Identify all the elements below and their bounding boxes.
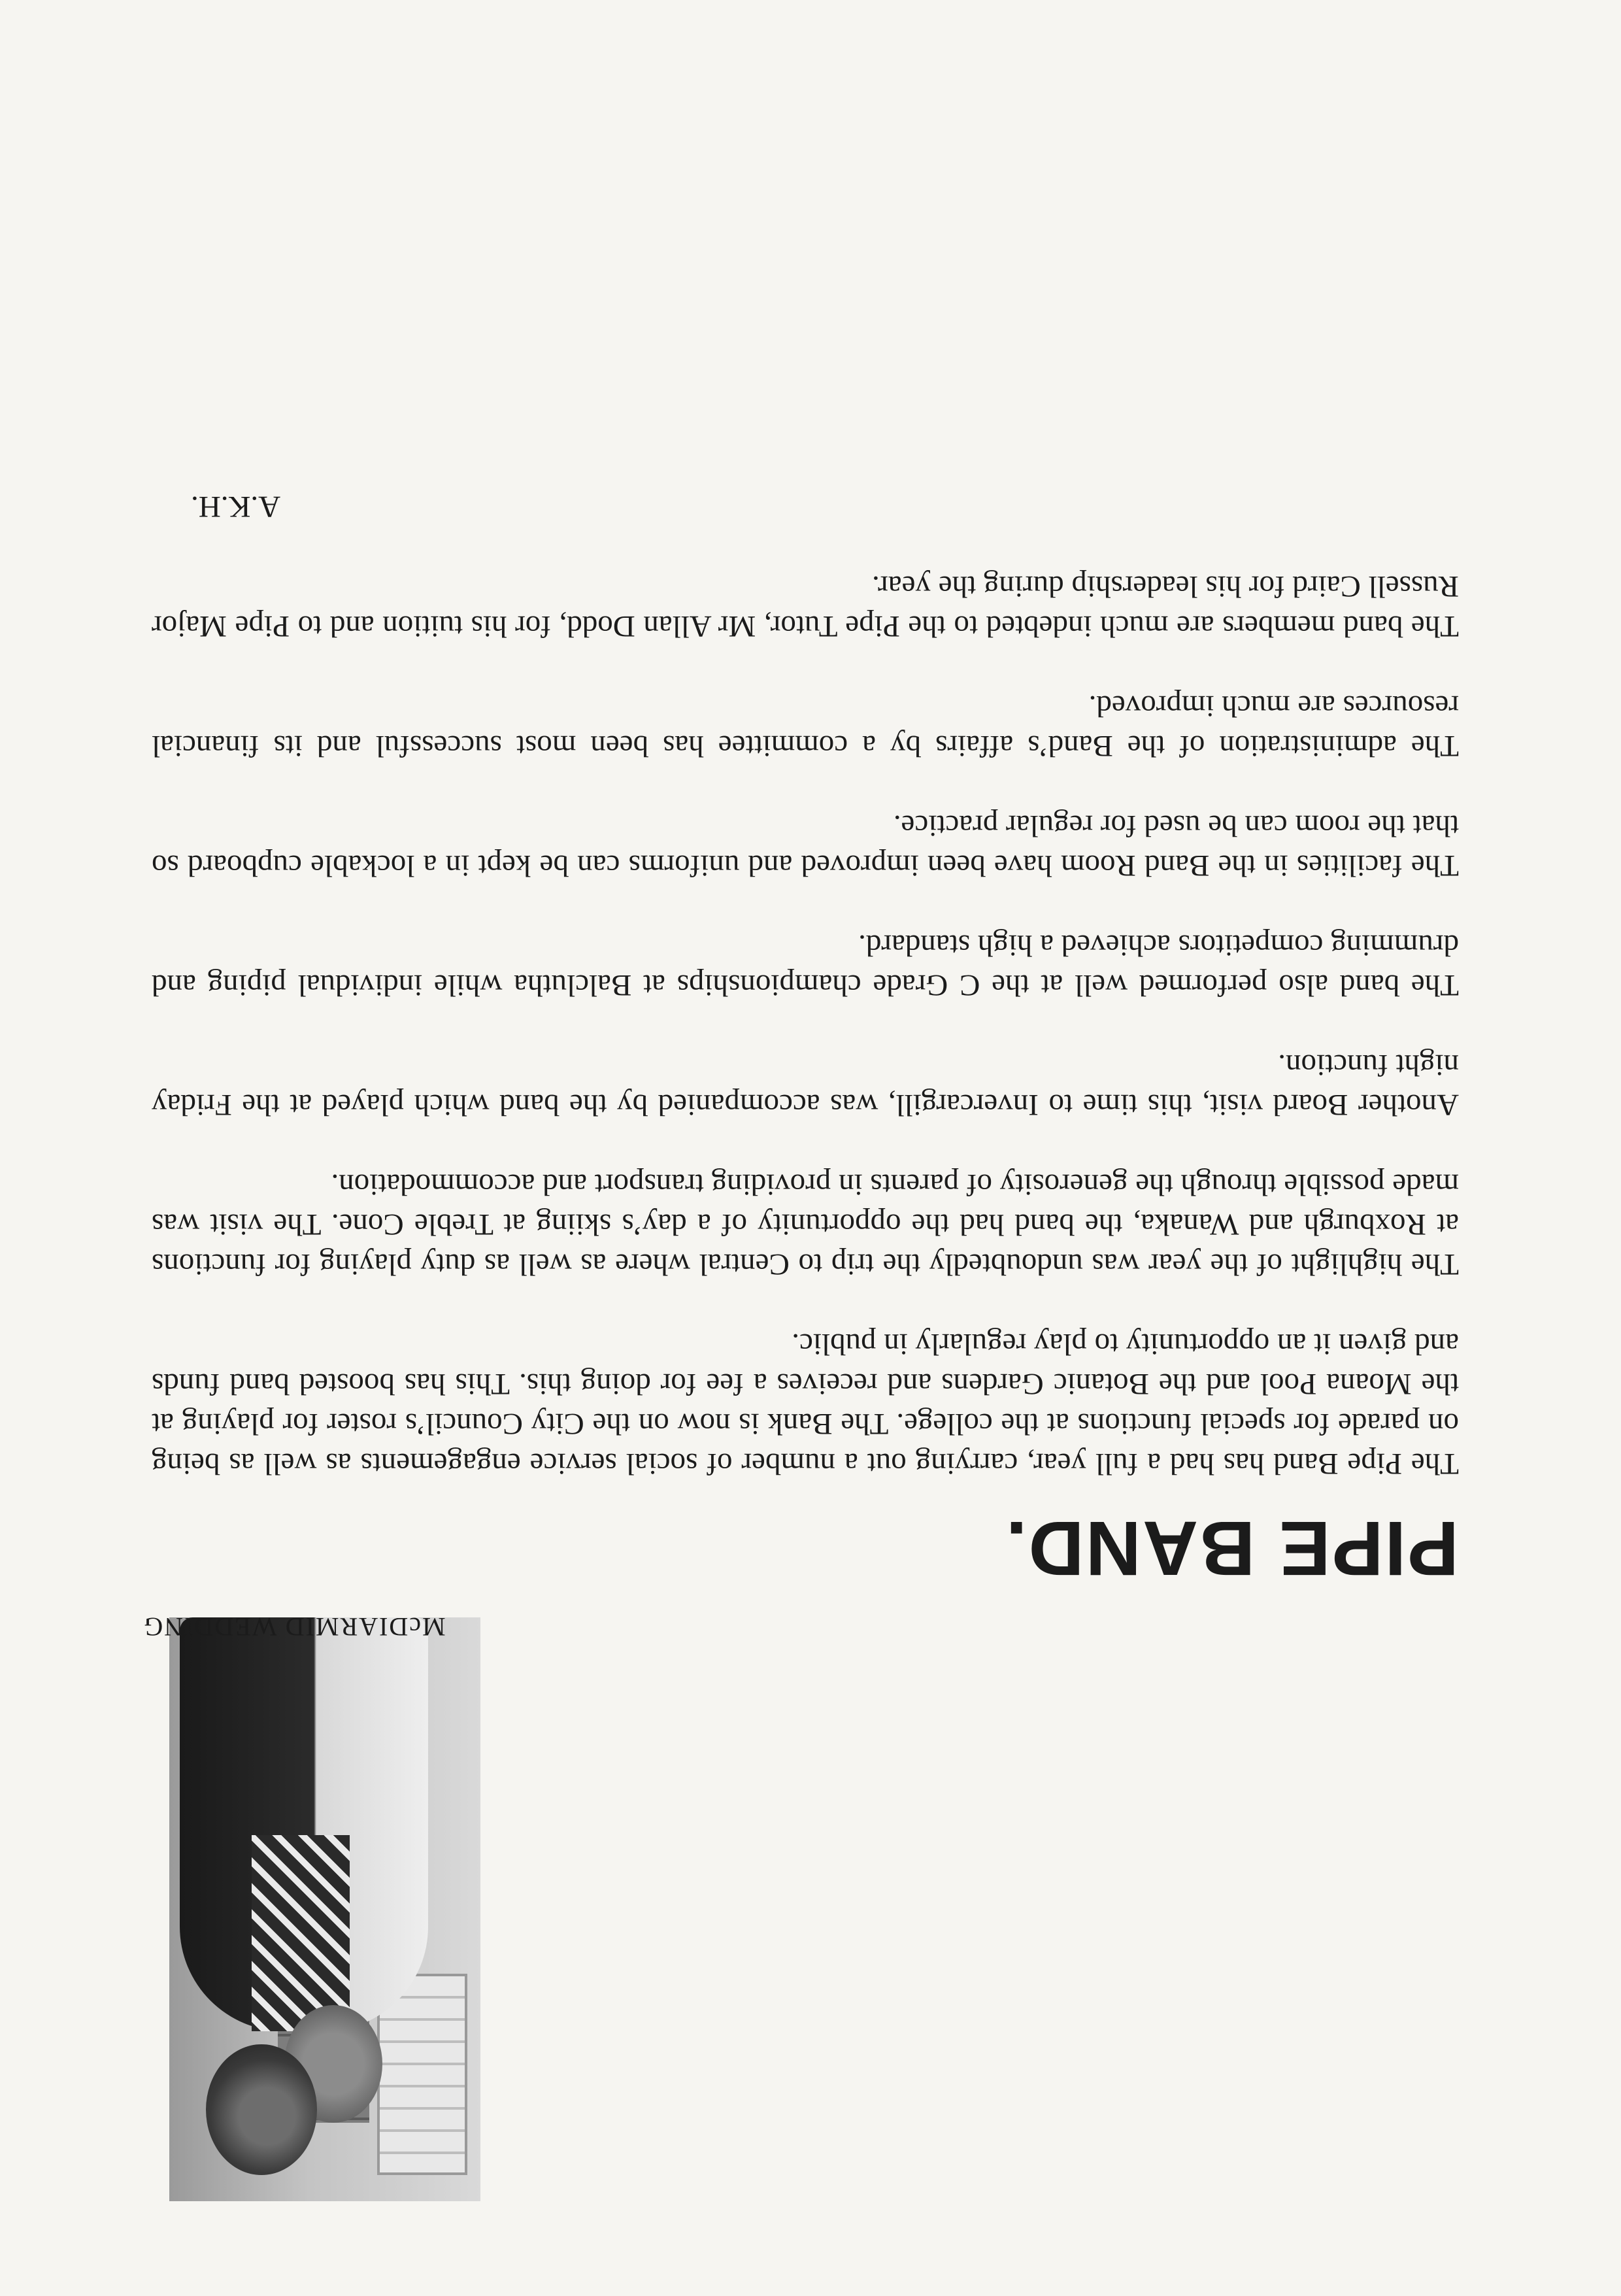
article-paragraph-7: The band members are much indebted to the Pipe Tutor, Mr Allan Dodd, for his tuition and to Pipe Major Russell Caird for his leadership during the year. <box>152 569 1459 643</box>
photo-caption: McDIARMID WEDDING <box>142 1612 446 1642</box>
article-paragraph-1: The Pipe Band has had a full year, carrying out a number of social service engagements as well as being on parade for special functions at the college. The Bank is now on the City Council’s roster for playing at the Moana Pool and the Botanic Gardens and receives a fee for doing this. This has boosted band funds and given it an opportunity to play regularly in public. <box>152 1327 1459 1481</box>
article <box>152 486 1459 1591</box>
article-paragraph-3: Another Board visit, this time to Invercargill, was accompanied by the band which played at the Friday night function. <box>152 1048 1459 1122</box>
article-title: PIPE BAND. <box>1004 1505 1459 1591</box>
wedding-photo <box>169 1617 480 2201</box>
photo-tartan <box>252 1835 350 2031</box>
article-paragraph-6: The administration of the Band’s affairs by a committee has been most successful and its financial resources are much improved. <box>152 689 1459 763</box>
author-signature: A.K.H. <box>191 490 281 524</box>
photo-head <box>206 2044 317 2175</box>
article-paragraph-2: The highlight of the year was undoubtedly the trip to Central where as well as duty playing for functions at Roxburgh and Wanaka, the band had the opportunity of a day’s skiing at Treble Cone. The visit was made possible through the generosity of parents in providing transport and accommodation. <box>152 1168 1459 1281</box>
article-paragraph-5: The facilities in the Band Room have been improved and uniforms can be kept in a lockable cupboard so that the room can be used for regular practice. <box>152 809 1459 883</box>
article-paragraph-4: The band also performed well at the C Grade championships at Balclutha while individual piping and drumming competitors achieved a high standard. <box>152 928 1459 1002</box>
